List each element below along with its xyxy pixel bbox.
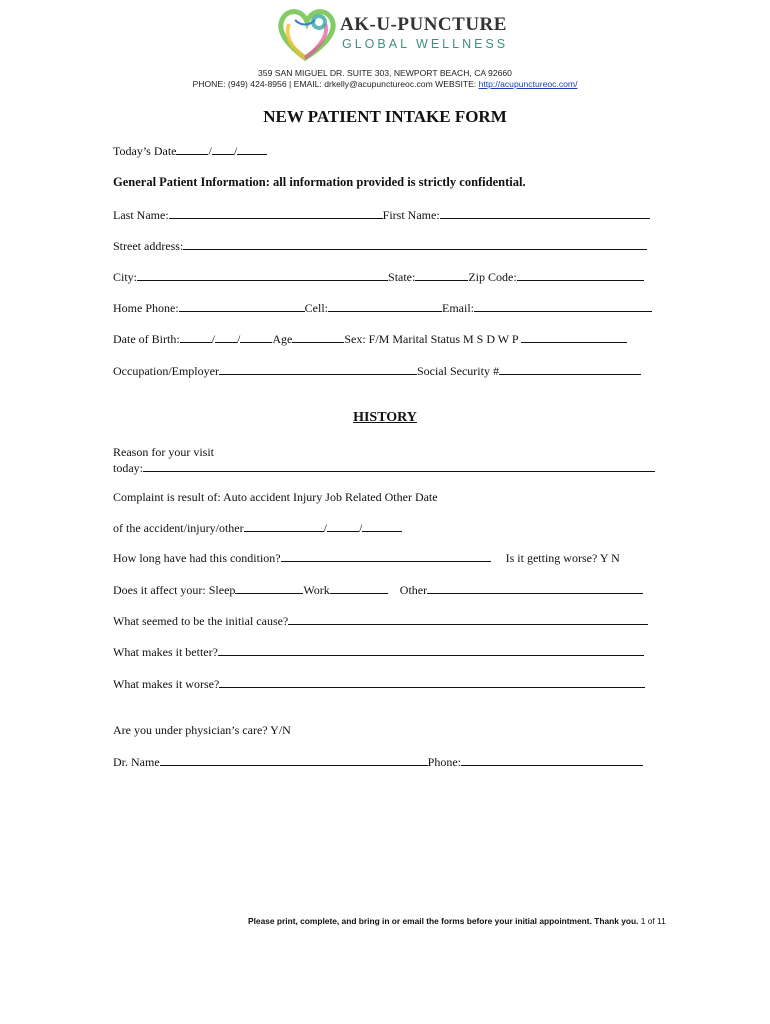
sex-marital-label: Sex: F/M Marital Status M S D W P (344, 332, 519, 346)
ssn-field[interactable] (499, 363, 641, 375)
reason-line1: Reason for your visit (113, 445, 214, 459)
worse-row (113, 676, 645, 692)
worse-field[interactable] (219, 676, 645, 688)
page-indicator: 1 of 11 (640, 916, 666, 926)
name-row (113, 207, 650, 223)
first-name-field[interactable] (440, 207, 650, 219)
state-field[interactable] (415, 269, 468, 281)
age-field[interactable] (292, 331, 344, 343)
affect-row (113, 582, 643, 598)
zip-field[interactable] (517, 269, 644, 281)
better-row (113, 644, 644, 660)
accident-month-field[interactable] (244, 520, 324, 532)
how-long-row (113, 550, 620, 566)
better-label: What makes it better? (113, 645, 218, 659)
street-label: Street address: (113, 239, 184, 253)
how-long-field[interactable] (281, 550, 491, 562)
todays-date-label: Today’s Date (113, 144, 177, 158)
accident-date-row: of the accident/injury/other / / (113, 520, 402, 536)
first-name-label: First Name: (382, 208, 440, 222)
occupation-field[interactable] (219, 363, 417, 375)
occupation-label: Occupation/Employer (113, 364, 219, 378)
home-phone-label: Home Phone: (113, 301, 179, 315)
occupation-row (113, 363, 641, 379)
worse-label: What makes it worse? (113, 677, 220, 691)
work-label: Work (303, 583, 330, 597)
email-field[interactable] (474, 300, 652, 312)
city-field[interactable] (137, 269, 388, 281)
physician-row: Are you under physician’s care? Y/N (113, 723, 291, 737)
general-info-heading: General Patient Information: all information provided is strictly confidential. (113, 175, 526, 189)
zip-label: Zip Code: (468, 270, 517, 284)
accident-label: of the accident/injury/other (113, 521, 244, 535)
form-title: NEW PATIENT INTAKE FORM (263, 107, 507, 126)
brand-tagline: GLOBAL WELLNESS (342, 37, 509, 51)
reason-label: today: (113, 461, 143, 475)
accident-day-field[interactable] (327, 520, 359, 532)
dob-year-field[interactable] (240, 331, 272, 343)
ssn-label: Social Security # (416, 364, 499, 378)
dr-phone-label: Phone: (427, 755, 461, 769)
how-long-label: How long have had this condition? (113, 551, 281, 565)
initial-cause-row (113, 613, 648, 629)
dob-month-field[interactable] (180, 331, 212, 343)
contact-text: PHONE: (949) 424-8956 | EMAIL: drkelly@acupunctureoc.com WEBSITE: (192, 79, 479, 89)
sleep-label: Does it affect your: Sleep (113, 583, 236, 597)
dr-name-label: Dr. Name (113, 755, 160, 769)
todays-date-row: Today’s Date / / (113, 143, 267, 159)
last-name-field[interactable] (169, 207, 383, 219)
work-field[interactable] (330, 582, 388, 594)
footer-note (248, 916, 666, 926)
dr-name-field[interactable] (160, 754, 428, 766)
brand-name: AK-U-PUNCTURE (340, 14, 507, 35)
age-label: Age (272, 332, 293, 346)
cell-field[interactable] (328, 300, 442, 312)
date-month-field[interactable] (176, 143, 208, 155)
city-label: City: (113, 270, 138, 284)
clinic-contact (0, 79, 770, 89)
city-row (113, 269, 644, 285)
date-day-field[interactable] (212, 143, 234, 155)
dob-label: Date of Birth: (113, 332, 180, 346)
website-link[interactable]: http://acupunctureoc.com/ (478, 79, 578, 89)
street-field[interactable] (183, 238, 647, 250)
initial-cause-field[interactable] (288, 613, 648, 625)
home-phone-field[interactable] (179, 300, 305, 312)
state-label: State: (388, 270, 416, 284)
other-field[interactable] (427, 582, 643, 594)
other-label: Other (399, 583, 428, 597)
better-field[interactable] (218, 644, 644, 656)
complaint-row: Complaint is result of: Auto accident Injury Job Related Other Date (113, 490, 438, 504)
cell-label: Cell: (304, 301, 329, 315)
marital-field[interactable] (521, 331, 627, 343)
sleep-field[interactable] (235, 582, 303, 594)
footer-instructions: Please print, complete, and bring in or email the forms before your initial appointment. Thank you. (248, 916, 639, 926)
history-heading: HISTORY (353, 410, 417, 425)
accident-year-field[interactable] (362, 520, 402, 532)
dr-phone-field[interactable] (461, 754, 643, 766)
initial-cause-label: What seemed to be the initial cause? (113, 614, 289, 628)
getting-worse-label: Is it getting worse? Y N (505, 551, 620, 565)
email-label: Email: (442, 301, 475, 315)
phone-row (113, 300, 652, 316)
last-name-label: Last Name: (113, 208, 169, 222)
doctor-row (113, 754, 643, 770)
dob-day-field[interactable] (215, 331, 237, 343)
reason-field[interactable] (143, 460, 655, 472)
reason-row (113, 460, 655, 476)
street-row (113, 238, 647, 254)
date-year-field[interactable] (237, 143, 267, 155)
dob-row: Date of Birth: / / Age Sex: F/M Marital Status M S D W P (113, 331, 627, 347)
clinic-address: 359 SAN MIGUEL DR. SUITE 303, NEWPORT BEACH, CA 92660 (258, 68, 512, 78)
